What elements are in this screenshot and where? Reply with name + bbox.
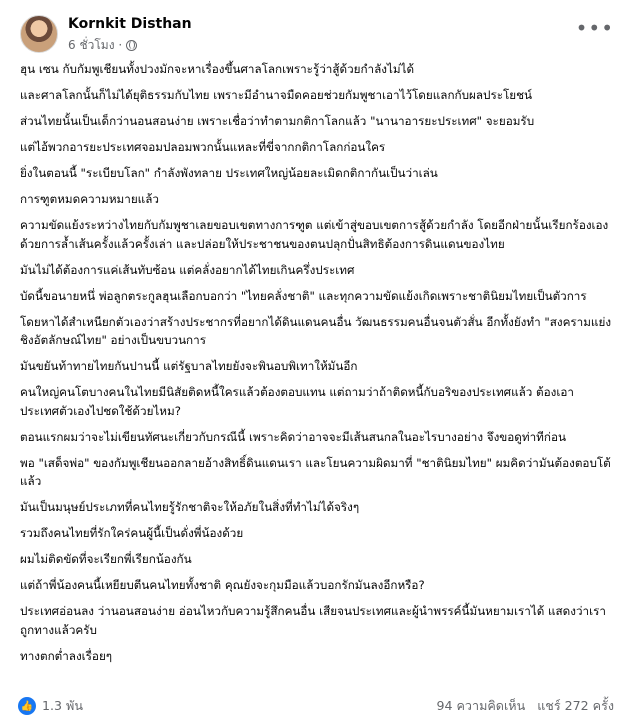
comment-count[interactable]: 94 ความคิดเห็น xyxy=(436,698,526,713)
post-footer xyxy=(18,694,614,716)
globe-icon xyxy=(126,40,137,51)
post-paragraph: พอ "เสด็จพ่อ" ของกัมพูเชียนออกลายอ้างสิทธิ์ดินแดนเรา และโยนความผิดมาที่ "ชาตินิยมไทย" ผมคิดว่ามันต้องตอบโต้แล้ว xyxy=(20,455,611,488)
share-count[interactable]: แชร์ 272 ครั้ง xyxy=(537,698,614,713)
author-name[interactable]: Kornkit Disthan xyxy=(68,16,192,32)
post-paragraph: การฑูตหมดความหมายแล้ว xyxy=(20,192,159,206)
post-paragraph: มันขยันท้าทายไทยกันปานนี้ แต่รัฐบาลไทยยังจะพินอบพิเทาให้มันอีก xyxy=(20,359,358,373)
post-paragraph: แต่ไอ้พวกอารยะประเทศจอมปลอมพวกนั้นแหละที่ขี่จากกติกาโลกก่อนใคร xyxy=(20,140,386,154)
post-body xyxy=(20,60,612,673)
author-avatar[interactable] xyxy=(20,15,58,53)
post-paragraph: บัดนี้ขอนายหนึ่ พ่อลูกตระกูลฮุนเลือกบอกว่า "ไทยคลั่งชาติ" และทุกความขัดแย้งเกิดเพราะชาตินิยมไทยเป็นตัวการ xyxy=(20,288,587,303)
post-paragraph: ความขัดแย้งระหว่างไทยกับกัมพูชาเลยขอบเขตทางการฑูต แต่เข้าสู่ขอบเขตการสู้ด้วยกำลัง โดยอีกฝ่ายนั้นเรียกร้องเอง ด้วยการล้ำเส้นครั้งแล้วครั้งเล่า และปล่อยให้ประชาชนของตนปลุกปั่นสิทธิต้องการดินแดนของไทย xyxy=(20,218,609,251)
post-paragraph: ส่วนไทยนั้นเป็นเด็กว่านอนสอนง่าย เพราะเชื่อว่าทำตามกติกาโลกแล้ว "นานาอารยะประเทศ" จะยอมรับ xyxy=(20,114,535,128)
post-paragraph: มันเป็นมนุษย์ประเภทที่คนไทยรู้รักชาติจะให้อภัยในสิ่งที่ทำไม่ได้จริงๆ xyxy=(20,500,360,514)
post-meta xyxy=(68,36,137,55)
post-paragraph: คนใหญ่คนโตบางคนในไทยมีนิสัยติดหนี้ใครแล้วต้องตอบแทน แต่ถามว่าถ้าติดหนี้กับอริของประเทศแล้ว ต้องเอาประเทศตัวเองไปชดใช้ด้วยไหม? xyxy=(20,385,574,418)
post-paragraph: มันไม่ได้ต้องการแค่เส้นทับซ้อน แต่คลั่งอยากได้ไทยเกินครึ่งประเทศ xyxy=(20,262,355,277)
reaction-summary[interactable] xyxy=(18,696,83,716)
post-paragraph: ตอนแรกผมว่าจะไม่เขียนทัศนะเกี่ยวกับกรณีนี้ เพราะคิดว่าอาจจะมีเส้นสนกลในอะไรบางอย่าง จึงขอดูท่าทีก่อน xyxy=(20,429,566,444)
post-paragraph: รวมถึงคนไทยที่รักใคร่คนผู้นี้เป็นดั่งพี่น้องด้วย xyxy=(20,526,244,540)
post-paragraph: ประเทศอ่อนลง ว่านอนสอนง่าย อ่อนไหวกับความรู้สึกคนอื่น เสียจนประเทศและผู้นำพรรค์นี้มันหยามเราได้ แสดงว่าเราถูกทางแล้วครับ xyxy=(20,604,606,637)
post-paragraph: แต่ถ้าพี่น้องคนนี้เหยียบตีนคนไทยทั้งชาติ คุณยังจะกุมมือแล้วบอกรักมันลงอีกหรือ? xyxy=(20,578,425,592)
reaction-count[interactable]: 1.3 พัน xyxy=(42,698,83,713)
post-paragraph: และศาลโลกนั้นก็ไม่ได้ยุติธรรมกับไทย เพราะมีอำนาจมืดคอยช่วยกัมพูชาเอาไว้โดยแลกกับผลประโยชน์ xyxy=(20,88,533,102)
like-icon: 👍 xyxy=(18,697,36,715)
post-paragraph: โดยหาได้สำเหนียกตัวเองว่าสร้างประชากรที่อยากได้ดินแดนคนอื่น วัฒนธรรมคนอื่นจนตัวสั่น อีกทั้งยังทำ "สงครามแย่งชิงอัตลักษณ์ไทย" อย่างเป็นขบวนการ xyxy=(20,314,612,347)
post-paragraph: ทางตกต่ำลงเรื่อยๆ xyxy=(20,648,113,663)
post-header xyxy=(20,12,614,56)
more-options-icon[interactable]: ••• xyxy=(575,16,614,40)
post-paragraph: ฮุน เซน กับกัมพูเชียนทั้งปวงมักจะหาเรื่องขึ้นศาลโลกเพราะรู้ว่าสู้ด้วยกำลังไม่ได้ xyxy=(20,62,415,76)
post-paragraph: ผมไม่ติดขัดที่จะเรียกพี่เรียกน้องกัน xyxy=(20,552,192,566)
post-stats xyxy=(436,696,614,716)
post-paragraph: ยิ่งในตอนนี้ "ระเบียบโลก" กำลังพังทลาย ประเทศใหญ่น้อยละเมิดกติกากันเป็นว่าเล่น xyxy=(20,166,438,180)
post-time[interactable]: 6 ชั่วโมง · xyxy=(68,38,123,52)
